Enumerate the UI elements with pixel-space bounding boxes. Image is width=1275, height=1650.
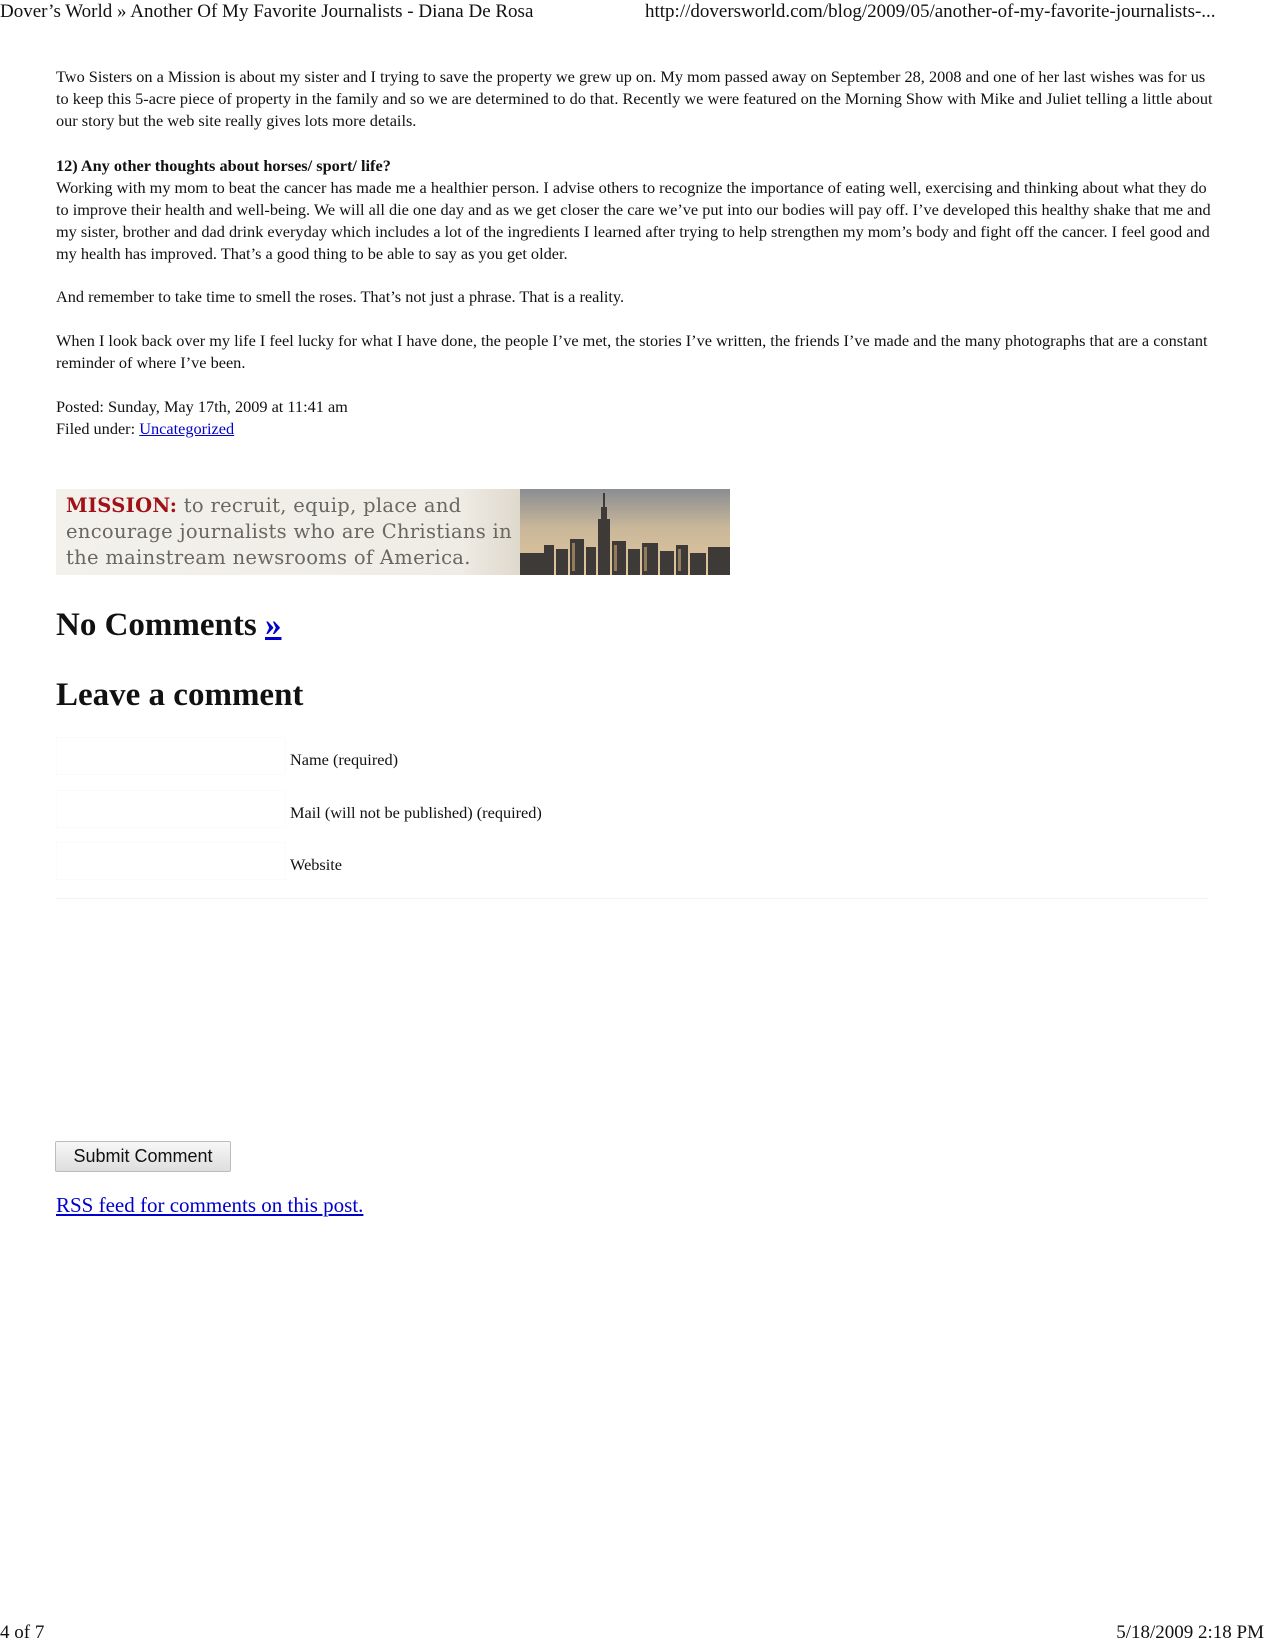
email-input[interactable]	[56, 790, 286, 828]
skyline-image	[520, 489, 730, 575]
category-link[interactable]: Uncategorized	[139, 419, 235, 438]
rss-comments-link[interactable]: RSS feed for comments on this post.	[56, 1193, 364, 1217]
filed-under-label: Filed under:	[56, 419, 136, 438]
banner-text	[66, 493, 536, 571]
website-row	[56, 854, 756, 880]
mail-label: Mail (will not be published) (required)	[290, 803, 542, 822]
banner-lead: MISSION:	[66, 494, 178, 517]
website-input[interactable]	[56, 842, 286, 880]
print-header	[0, 0, 1275, 28]
article-paragraph: Two Sisters on a Mission is about my sister and I trying to save the property we grew up on. My mom passed away on September 28, 2008 and one of her last wishes was for us to keep this 5-acre piece of property in the family and so we are determined to do that. Recently we were featured on the Morning Show with Mike and Juliet telling a little about our story but the web site really gives lots more details.	[56, 67, 1213, 130]
print-datetime: 5/18/2009 2:18 PM	[1116, 1622, 1264, 1643]
leave-comment-heading: Leave a comment	[56, 677, 304, 713]
article-paragraph: Working with my mom to beat the cancer has made me a healthier person. I advise others to recognize the importance of eating well, exercising and thinking about what they do to improve their health and well-being. We will all die one day and as we get closer the care we’ve put into our bodies will pay off. I’ve developed this healthy shake that me and my sister, brother and dad drink everyday which includes a lot of the ingredients I learned after trying to help strengthen my mom’s body and fight off the cancer. I feel good and my health has improved. That’s a good thing to be able to say as you get older.	[56, 178, 1211, 263]
name-row	[56, 749, 756, 775]
mission-banner[interactable]	[56, 489, 730, 575]
mail-row	[56, 802, 756, 828]
print-footer	[0, 1621, 1275, 1645]
name-label: Name (required)	[290, 750, 399, 769]
banner-body: to recruit, equip, place and encourage journalists who are Christians in the mainstream newsrooms of America.	[66, 494, 512, 569]
posted-date: Posted: Sunday, May 17th, 2009 at 11:41 am	[56, 397, 348, 416]
article-body	[56, 66, 1214, 440]
page-number: 4 of 7	[0, 1622, 45, 1643]
comment-textarea[interactable]	[56, 898, 1208, 1127]
comments-jump-link[interactable]: »	[264, 607, 282, 643]
article-paragraph: When I look back over my life I feel lucky for what I have done, the people I’ve met, the stories I’ve written, the friends I’ve made and the many photographs that are a constant reminder of where I’ve been.	[56, 331, 1208, 372]
website-label: Website	[290, 855, 343, 874]
question-heading: 12) Any other thoughts about horses/ sport/ life?	[56, 156, 391, 175]
page-url: http://doversworld.com/blog/2009/05/another-of-my-favorite-journalists-...	[645, 1, 1216, 22]
submit-comment-button[interactable]: Submit Comment	[55, 1141, 231, 1172]
article-paragraph: And remember to take time to smell the roses. That’s not just a phrase. That is a reality.	[56, 287, 625, 306]
name-input[interactable]	[56, 737, 286, 775]
filed-under	[56, 418, 1214, 440]
comments-count: No Comments	[56, 607, 257, 643]
comments-heading	[56, 605, 281, 645]
page-title: Dover’s World » Another Of My Favorite Journalists - Diana De Rosa	[0, 1, 534, 22]
